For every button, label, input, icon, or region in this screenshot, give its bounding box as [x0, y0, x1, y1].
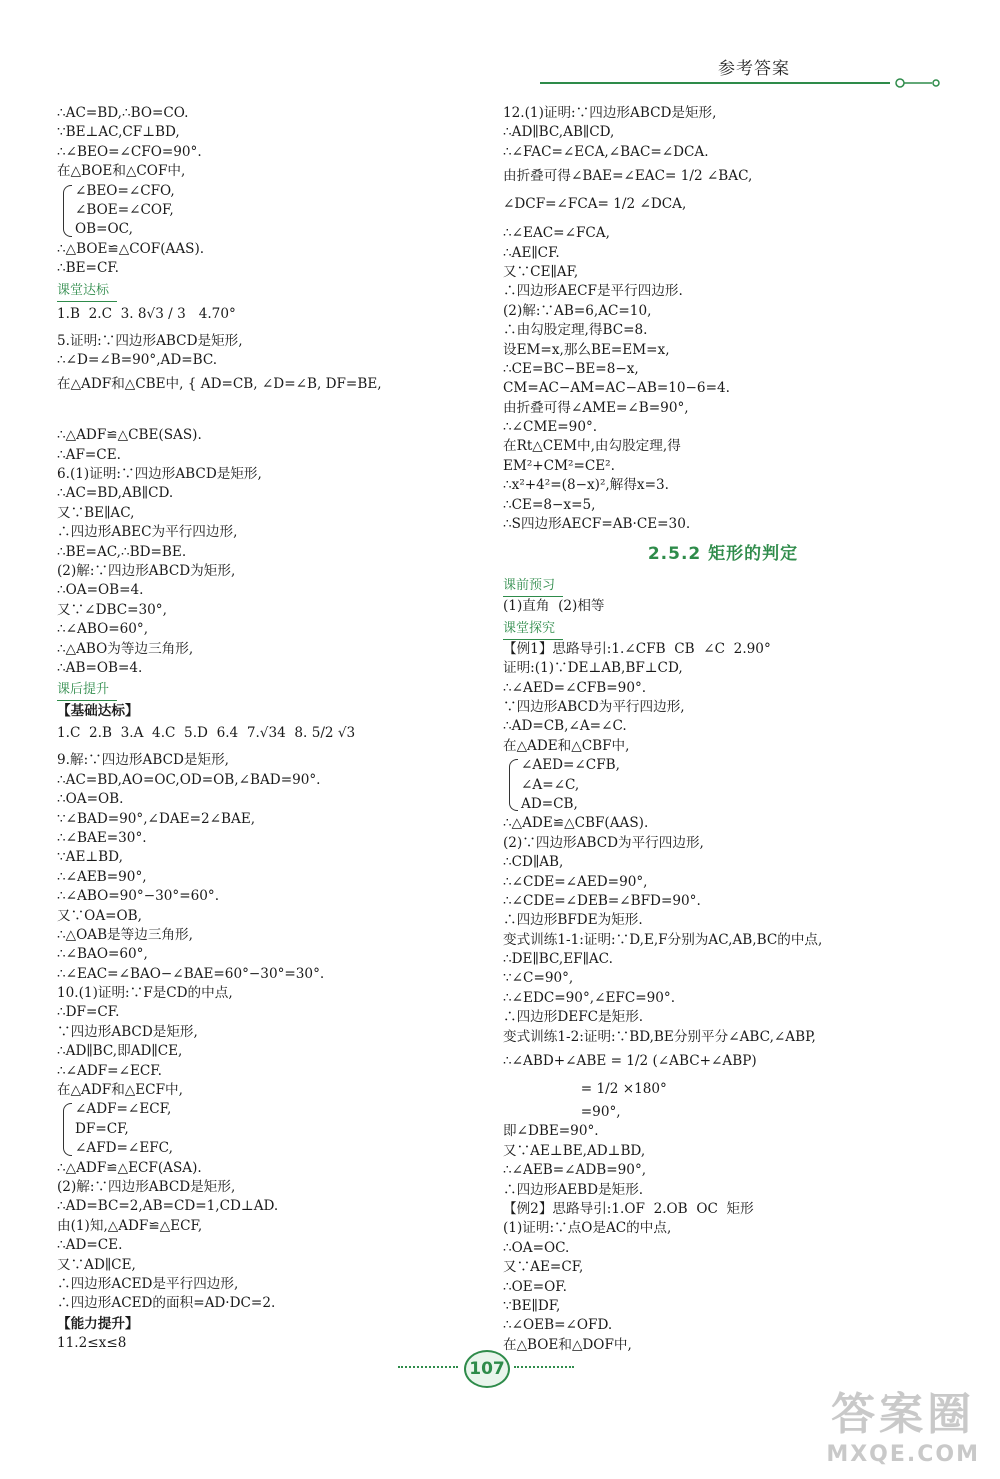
brace-line: DF=CF,: [75, 1120, 129, 1137]
text-line: ∴四边形ABEC为平行四边形,: [57, 524, 238, 541]
text-line: 5.证明:∵四边形ABCD是矩形,: [57, 332, 243, 349]
text-line: = 1/2 ×180°: [503, 1081, 667, 1098]
text-line: ∴AD=BC=2,AB=CD=1,CD⊥AD.: [57, 1198, 279, 1215]
text-line: 1.C 2.B 3.A 4.C 5.D 6.4 7.√34 8. 5/2 √3: [57, 725, 356, 742]
text-line: [57, 398, 497, 426]
text-line: ∵AE⊥BD,: [57, 849, 123, 866]
text-line: 又∵OA=OB,: [57, 907, 142, 924]
text-line: ∴∠EAC=∠BAO−∠BAE=60°−30°=30°.: [57, 965, 325, 982]
text-line: ∵∠BAD=90°,∠DAE=2∠BAE,: [57, 810, 256, 827]
text-line: ∴BE=AC,∴BD=BE.: [57, 543, 187, 560]
header-decoration: [540, 78, 940, 88]
text-line: ∴AF=CE.: [57, 446, 121, 463]
text-line: ∴∠AEB=∠ADB=90°,: [503, 1162, 647, 1179]
text-line: =90°,: [503, 1104, 621, 1121]
text-line: ∴AC=BD,AO=OC,OD=OB,∠BAD=90°.: [57, 771, 321, 788]
brace-line: OB=OC,: [75, 221, 133, 238]
text-line: 在△BOE和△COF中,: [57, 163, 186, 180]
right-column: [503, 104, 943, 1355]
text-line: ∴△ADE≌△CBF(AAS).: [503, 815, 649, 832]
text-line: ∴△ADF≌△ECF(ASA).: [57, 1159, 202, 1176]
section-heading: 课前预习: [503, 576, 563, 597]
text-line: ∴△ADF≌△CBE(SAS).: [57, 427, 202, 444]
text-line: ∴OA=OB=4.: [57, 582, 144, 599]
footer-dots-right: [514, 1366, 574, 1368]
text-line: 由(1)知,△ADF≌△ECF,: [57, 1217, 203, 1234]
text-line: ∴S四边形AECF=AB·CE=30.: [503, 516, 691, 533]
text-line: 在Rt△CEM中,由勾股定理,得: [503, 438, 681, 455]
text-line: ∴四边形BFDE为矩形.: [503, 912, 643, 929]
text-line: (2)解:∵四边形ABCD为矩形,: [57, 563, 236, 580]
text-line: ∴∠AEB=90°,: [57, 868, 147, 885]
brace-system: [57, 1100, 497, 1158]
text-line: EM²+CM²=CE².: [503, 457, 615, 474]
text-line: ∴由勾股定理,得BC=8.: [503, 322, 648, 339]
brace-line: ∠AFD=∠EFC,: [75, 1140, 173, 1157]
text-line: ∴∠CDE=∠DEB=∠BFD=90°.: [503, 892, 701, 909]
text-line: (2)∵四边形ABCD为平行四边形,: [503, 834, 704, 851]
text-line: ∠DCF=∠FCA= 1/2 ∠DCA,: [503, 196, 687, 213]
brace-line: ∠BEO=∠CFO,: [75, 182, 175, 199]
text-line: (1)直角 (2)相等: [503, 598, 605, 615]
text-line: CM=AC−AM=AC−AB=10−6=4.: [503, 380, 730, 397]
text-line: ∴OA=OB.: [57, 791, 124, 808]
text-line: 又∵BE∥AC,: [57, 504, 135, 521]
text-line: ∴四边形ACED是平行四边形,: [57, 1275, 239, 1292]
page-number: 107: [464, 1350, 510, 1388]
brace-line: ∠A=∠C,: [521, 776, 580, 793]
text-line: ∴CD∥AB,: [503, 854, 564, 871]
text-line: ∴AB=OB=4.: [57, 659, 143, 676]
text-line: 又∵∠DBC=30°,: [57, 601, 167, 618]
text-line: ∴BE=CF.: [57, 260, 119, 277]
text-line: 在△ADE和△CBF中,: [503, 737, 630, 754]
text-line: ∴∠BAE=30°.: [57, 829, 147, 846]
text-line: 又∵AE⊥BE,AD⊥BD,: [503, 1142, 646, 1159]
text-line: ∴AE∥CF.: [503, 244, 560, 261]
text-line: 由折叠可得∠BAE=∠EAC= 1/2 ∠BAC,: [503, 168, 753, 185]
brace-line: ∠AED=∠CFB,: [521, 757, 620, 774]
text-line: ∴四边形AECF是平行四边形.: [503, 283, 683, 300]
page-footer: [390, 1350, 610, 1390]
brace-line: ∠ADF=∠ECF,: [75, 1101, 172, 1118]
text-line: 1.B 2.C 3. 8√3 / 3 4.70°: [57, 305, 236, 322]
section-heading: 课堂探究: [503, 619, 563, 640]
text-line: ∴DE∥BC,EF∥AC.: [503, 951, 613, 968]
text-line: 6.(1)证明:∵四边形ABCD是矩形,: [57, 466, 262, 483]
brace-line: ∠BOE=∠COF,: [75, 201, 174, 218]
text-line: 在△ADF和△ECF中,: [57, 1082, 183, 1099]
text-line: (2)解:∵四边形ABCD是矩形,: [57, 1178, 236, 1195]
text-line: 由折叠可得∠AME=∠B=90°,: [503, 399, 689, 416]
text-line: ∴OA=OC.: [503, 1239, 570, 1256]
subsection-heading: 【基础达标】: [57, 703, 139, 720]
left-column: [57, 104, 497, 1353]
text-line: ∴∠OEB=∠OFD.: [503, 1317, 613, 1334]
text-line: 在△ADF和△CBE中, { AD=CB, ∠D=∠B, DF=BE,: [57, 376, 382, 393]
text-line: 设EM=x,那么BE=EM=x,: [503, 341, 670, 358]
text-line: ∴∠CME=90°.: [503, 419, 598, 436]
text-line: ∵四边形ABCD是矩形,: [57, 1023, 198, 1040]
text-line: ∴CE=8−x=5,: [503, 496, 596, 513]
watermark-line1: 答案圈: [831, 1389, 976, 1440]
text-line: ∴∠ABD+∠ABE = 1/2 (∠ABC+∠ABP): [503, 1053, 757, 1070]
text-line: ∴∠D=∠B=90°,AD=BC.: [57, 351, 218, 368]
text-line: ∴∠BEO=∠CFO=90°.: [57, 143, 202, 160]
text-line: 变式训练1-2:证明:∵BD,BE分别平分∠ABC,∠ABP,: [503, 1028, 816, 1045]
text-line: 变式训练1-1:证明:∵D,E,F分别为AC,AB,BC的中点,: [503, 931, 823, 948]
text-line: ∴∠BAO=60°,: [57, 946, 148, 963]
text-line: ∴△BOE≌△COF(AAS).: [57, 240, 205, 257]
text-line: ∴AD∥BC,即AD∥CE,: [57, 1043, 183, 1060]
text-line: 又∵CE∥AF,: [503, 263, 579, 280]
section-heading: 课后提升: [57, 680, 117, 701]
text-line: ∴∠EDC=90°,∠EFC=90°.: [503, 989, 676, 1006]
watermark-line2: MXQE.COM: [826, 1442, 980, 1467]
text-line: 【例1】思路导引:1.∠CFB CB ∠C 2.90°: [503, 640, 771, 657]
text-line: (1)证明:∵点O是AC的中点,: [503, 1220, 672, 1237]
text-line: ∴∠ABO=60°,: [57, 621, 149, 638]
text-line: ∴∠EAC=∠FCA,: [503, 225, 610, 242]
text-line: 又∵AD∥CE,: [57, 1256, 136, 1273]
text-line: 11.2≤x≤8: [57, 1334, 127, 1351]
text-line: (2)解:∵AB=6,AC=10,: [503, 302, 652, 319]
brace-system: [503, 756, 943, 814]
text-line: 9.解:∵四边形ABCD是矩形,: [57, 752, 229, 769]
watermark-logo: [826, 1378, 980, 1467]
text-line: 又∵AE=CF,: [503, 1259, 584, 1276]
text-line: ∴AD=CB,∠A=∠C.: [503, 718, 627, 735]
text-line: 在△BOE和△DOF中,: [503, 1336, 632, 1353]
text-line: ∴CE=BC−BE=8−x,: [503, 360, 639, 377]
text-line: ∴∠AED=∠CFB=90°.: [503, 679, 647, 696]
text-line: 12.(1)证明:∵四边形ABCD是矩形,: [503, 105, 717, 121]
text-line: ∴AC=BD,AB∥CD.: [57, 485, 174, 502]
chapter-title: 2.5.2 矩形的判定: [647, 544, 799, 565]
brace-system: [57, 182, 497, 240]
text-line: ∴∠ABO=90°−30°=60°.: [57, 888, 220, 905]
text-line: 证明:(1)∵DE⊥AB,BF⊥CD,: [503, 660, 683, 677]
footer-dots-left: [398, 1366, 458, 1368]
brace-line: AD=CB,: [521, 795, 578, 812]
text-line: ∴AD∥BC,AB∥CD,: [503, 124, 615, 141]
text-line: ∵四边形ABCD为平行四边形,: [503, 698, 685, 715]
text-line: ∴∠CDE=∠AED=90°,: [503, 873, 648, 890]
text-line: ∴△OAB是等边三角形,: [57, 926, 193, 943]
text-line: ∴AD=CE.: [57, 1237, 123, 1254]
text-line: 即∠DBE=90°.: [503, 1123, 599, 1140]
text-line: ∴四边形DEFC是矩形.: [503, 1009, 644, 1026]
text-line: ∴DF=CF.: [57, 1004, 120, 1021]
text-line: ∴AC=BD,∴BO=CO.: [57, 105, 189, 121]
text-line: ∵BE∥DF,: [503, 1297, 561, 1314]
text-line: ∴四边形AEBD是矩形.: [503, 1181, 644, 1198]
text-line: ∵∠C=90°,: [503, 970, 574, 987]
text-line: ∴∠FAC=∠ECA,∠BAC=∠DCA.: [503, 143, 709, 160]
subsection-heading: 【能力提升】: [57, 1315, 139, 1332]
section-heading: 课堂达标: [57, 281, 117, 302]
text-line: ∴OE=OF.: [503, 1278, 567, 1295]
text-line: 【例2】思路导引:1.OF 2.OB OC 矩形: [503, 1200, 754, 1217]
text-line: 10.(1)证明:∵F是CD的中点,: [57, 985, 233, 1002]
text-line: ∴四边形ACED的面积=AD·DC=2.: [57, 1295, 276, 1312]
text-line: ∵BE⊥AC,CF⊥BD,: [57, 124, 180, 141]
header-title: 参考答案: [718, 59, 790, 79]
text-line: ∴△ABO为等边三角形,: [57, 640, 194, 657]
text-line: ∴∠ADF=∠ECF.: [57, 1062, 162, 1079]
text-line: ∴x²+4²=(8−x)²,解得x=3.: [503, 477, 669, 494]
